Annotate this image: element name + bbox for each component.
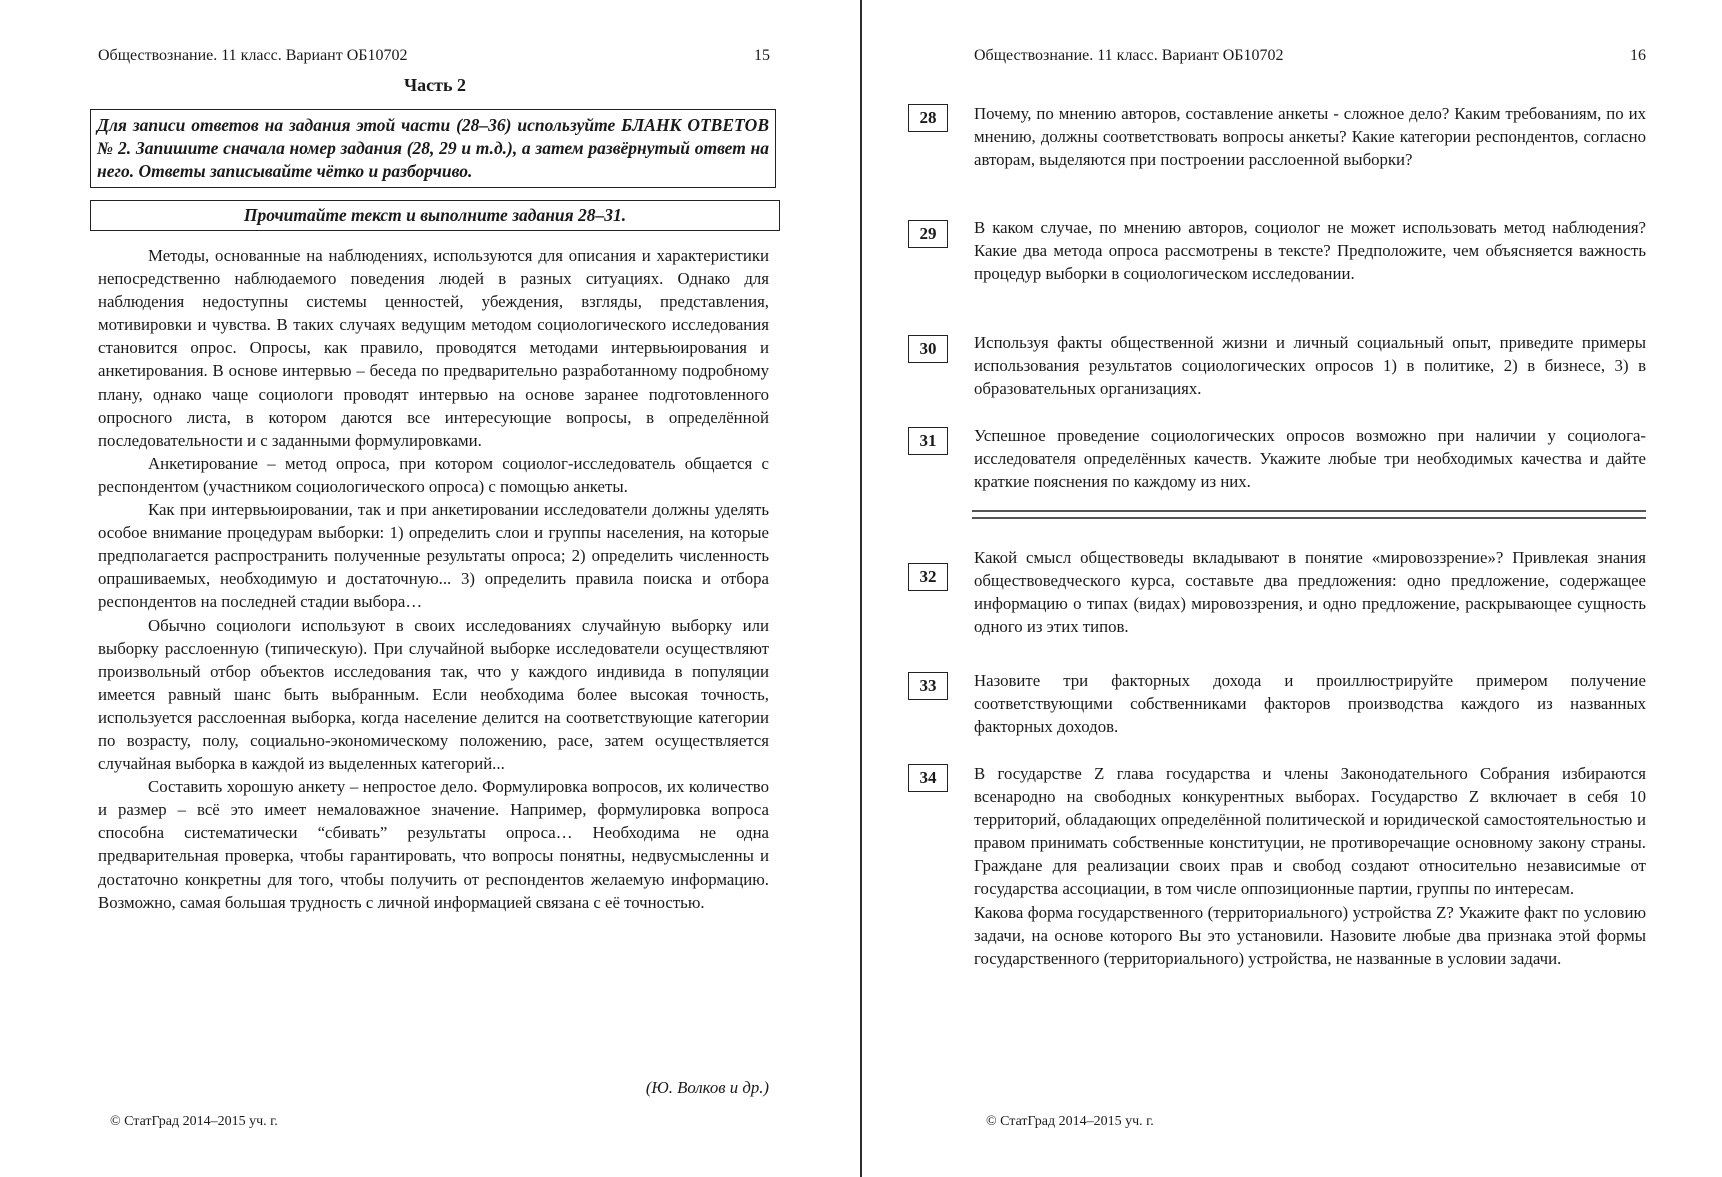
page-spine — [860, 0, 862, 1177]
task-number-box: 32 — [908, 563, 948, 591]
task-number-box: 29 — [908, 220, 948, 248]
task-text: Назовите три факторных дохода и проиллюстрируйте примером получение соответствующими собственниками факторов производства каждого из названных факторных доходов. — [974, 671, 1646, 737]
task-paragraph: В государстве Z глава государства и члены Законодательного Собрания избираются всенародно на свободных конкурентных выборах. Государство Z включает в себя 10 территорий, обладающих определённой политической и юридической самостоятельностью и правом принимать собственные конституции, не противоречащие основному закону страны. Граждане для реализации своих прав и свобод создают относительно независимые от государства ассоциации, в том числе оппозиционные партии, группы по интересам. — [974, 764, 1646, 899]
task-number-box: 31 — [908, 427, 948, 455]
page-number: 15 — [754, 47, 770, 64]
article-paragraph: Методы, основанные на наблюдениях, используются для описания и характеристики непосредственно наблюдаемого поведения людей в разных ситуациях. Однако для наблюдения недоступны системы ценностей, убеждения, взгляды, представления, мотивировки и чувства. В таких случаях ведущим методом социологического исследования становится опрос. Опросы, как правило, проводятся методами интервьюирования и анкетирования. В основе интервью – беседа по предварительно разработанному подробному плану, однако чаще социологи проводят интервью на основе заранее подготовленного опросного листа, в котором даются все интересующие вопросы, в определённой последовательности и с заданными формулировками. — [98, 246, 769, 450]
page-number: 16 — [1630, 47, 1646, 64]
section-divider — [972, 510, 1646, 519]
article-paragraph: Как при интервьюировании, так и при анкетировании исследователи должны уделять особое внимание процедурам выборки: 1) определить слои и группы населения, на которые предполагается распространить полученные результаты опроса; 2) определить численность опрашиваемых, необходимую и достаточную... 3) определить правила поиска и отбора респондентов на последней стадии выбора… — [98, 500, 769, 612]
article-paragraph: Составить хорошую анкету – непростое дело. Формулировка вопросов, их количество и размер – всё это имеет немаловажное значение. Например, формулировка вопроса способна систематически “сбивать” результаты опроса… Необходима не одна предварительная проверка, чтобы гарантировать, что вопросы понятны, недвусмысленны и достаточно конкретны для того, чтобы получить от респондентов желаемую информацию. Возможно, самая большая трудность с личной информацией связана с её точностью. — [98, 777, 769, 912]
task-text: Почему, по мнению авторов, составление анкеты - сложное дело? Каким требованиям, по их мнению, должны соответствовать вопросы анкеты? Какие категории респондентов, согласно авторам, выделяются при построении расслоенной выборки? — [974, 104, 1646, 170]
instruction-box: Для записи ответов на задания этой части (28–36) используйте БЛАНК ОТВЕТОВ № 2. Запишите сначала номер задания (28, 29 и т.д.), а затем развёрнутый ответ на него. Ответы записывайте чётко и разборчиво. — [90, 109, 776, 188]
task-text — [974, 762, 1646, 970]
page-header: Обществознание. 11 класс. Вариант ОБ10702 — [974, 47, 1284, 64]
article-text — [98, 244, 769, 914]
task-text: Успешное проведение социологических опросов возможно при наличии у социолога-исследователя определённых качеств. Укажите любые три необходимых качества и дайте краткие пояснения по каждому из них. — [974, 426, 1646, 492]
article-paragraph: Обычно социологи используют в своих исследованиях случайную выборку или выборку расслоенную (типическую). При случайной выборке исследователи осуществляют произвольный отбор объектов исследования так, что у каждого индивида в популяции имеется равный шанс быть выбранным. Если необходима более высокая точность, используется расслоенная выборка, когда население делится на соответствующие категории по возрасту, полу, социально-экономическому положению, расе, затем осуществляется случайная выборка в каждой из выделенных категорий... — [98, 615, 769, 774]
task-number-box: 28 — [908, 104, 948, 132]
page-header: Обществознание. 11 класс. Вариант ОБ10702 — [98, 47, 408, 64]
part-title: Часть 2 — [403, 75, 467, 95]
left-page — [0, 0, 860, 1177]
task-number-box: 34 — [908, 764, 948, 792]
page-footer: © СтатГрад 2014–2015 уч. г. — [110, 1114, 278, 1129]
task-text: В каком случае, по мнению авторов, социолог не может использовать метод наблюдения? Какие два метода опроса рассмотрены в тексте? Предположите, чем объясняется важность процедур выборки в социологическом исследовании. — [974, 218, 1646, 284]
task-number-box: 33 — [908, 672, 948, 700]
read-prompt-box: Прочитайте текст и выполните задания 28–31. — [90, 200, 780, 231]
task-text: Какой смысл обществоведы вкладывают в понятие «мировоззрение»? Привлекая знания обществоведческого курса, составьте два предложения: одно предложение, содержащее информацию о типах (видах) мировоззрения, и одно предложение, раскрывающее сущность одного из этих типов. — [974, 548, 1646, 637]
article-paragraph: Анкетирование – метод опроса, при котором социолог-исследователь общается с респондентом (участником социологического опроса) с помощью анкеты. — [98, 453, 769, 496]
page-footer: © СтатГрад 2014–2015 уч. г. — [986, 1114, 1154, 1129]
article-author: (Ю. Волков и др.) — [645, 1078, 769, 1097]
task-text: Используя факты общественной жизни и личный социальный опыт, приведите примеры использования результатов социологических опросов 1) в политике, 2) в бизнесе, 3) в образовательных организациях. — [974, 333, 1646, 399]
task-paragraph: Какова форма государственного (территориального) устройства Z? Укажите факт по условию задачи, на основе которого Вы это установили. Назовите любые два признака этой формы государственного (территориального) устройства, не названные в условии задачи. — [974, 902, 1646, 968]
task-number-box: 30 — [908, 335, 948, 363]
